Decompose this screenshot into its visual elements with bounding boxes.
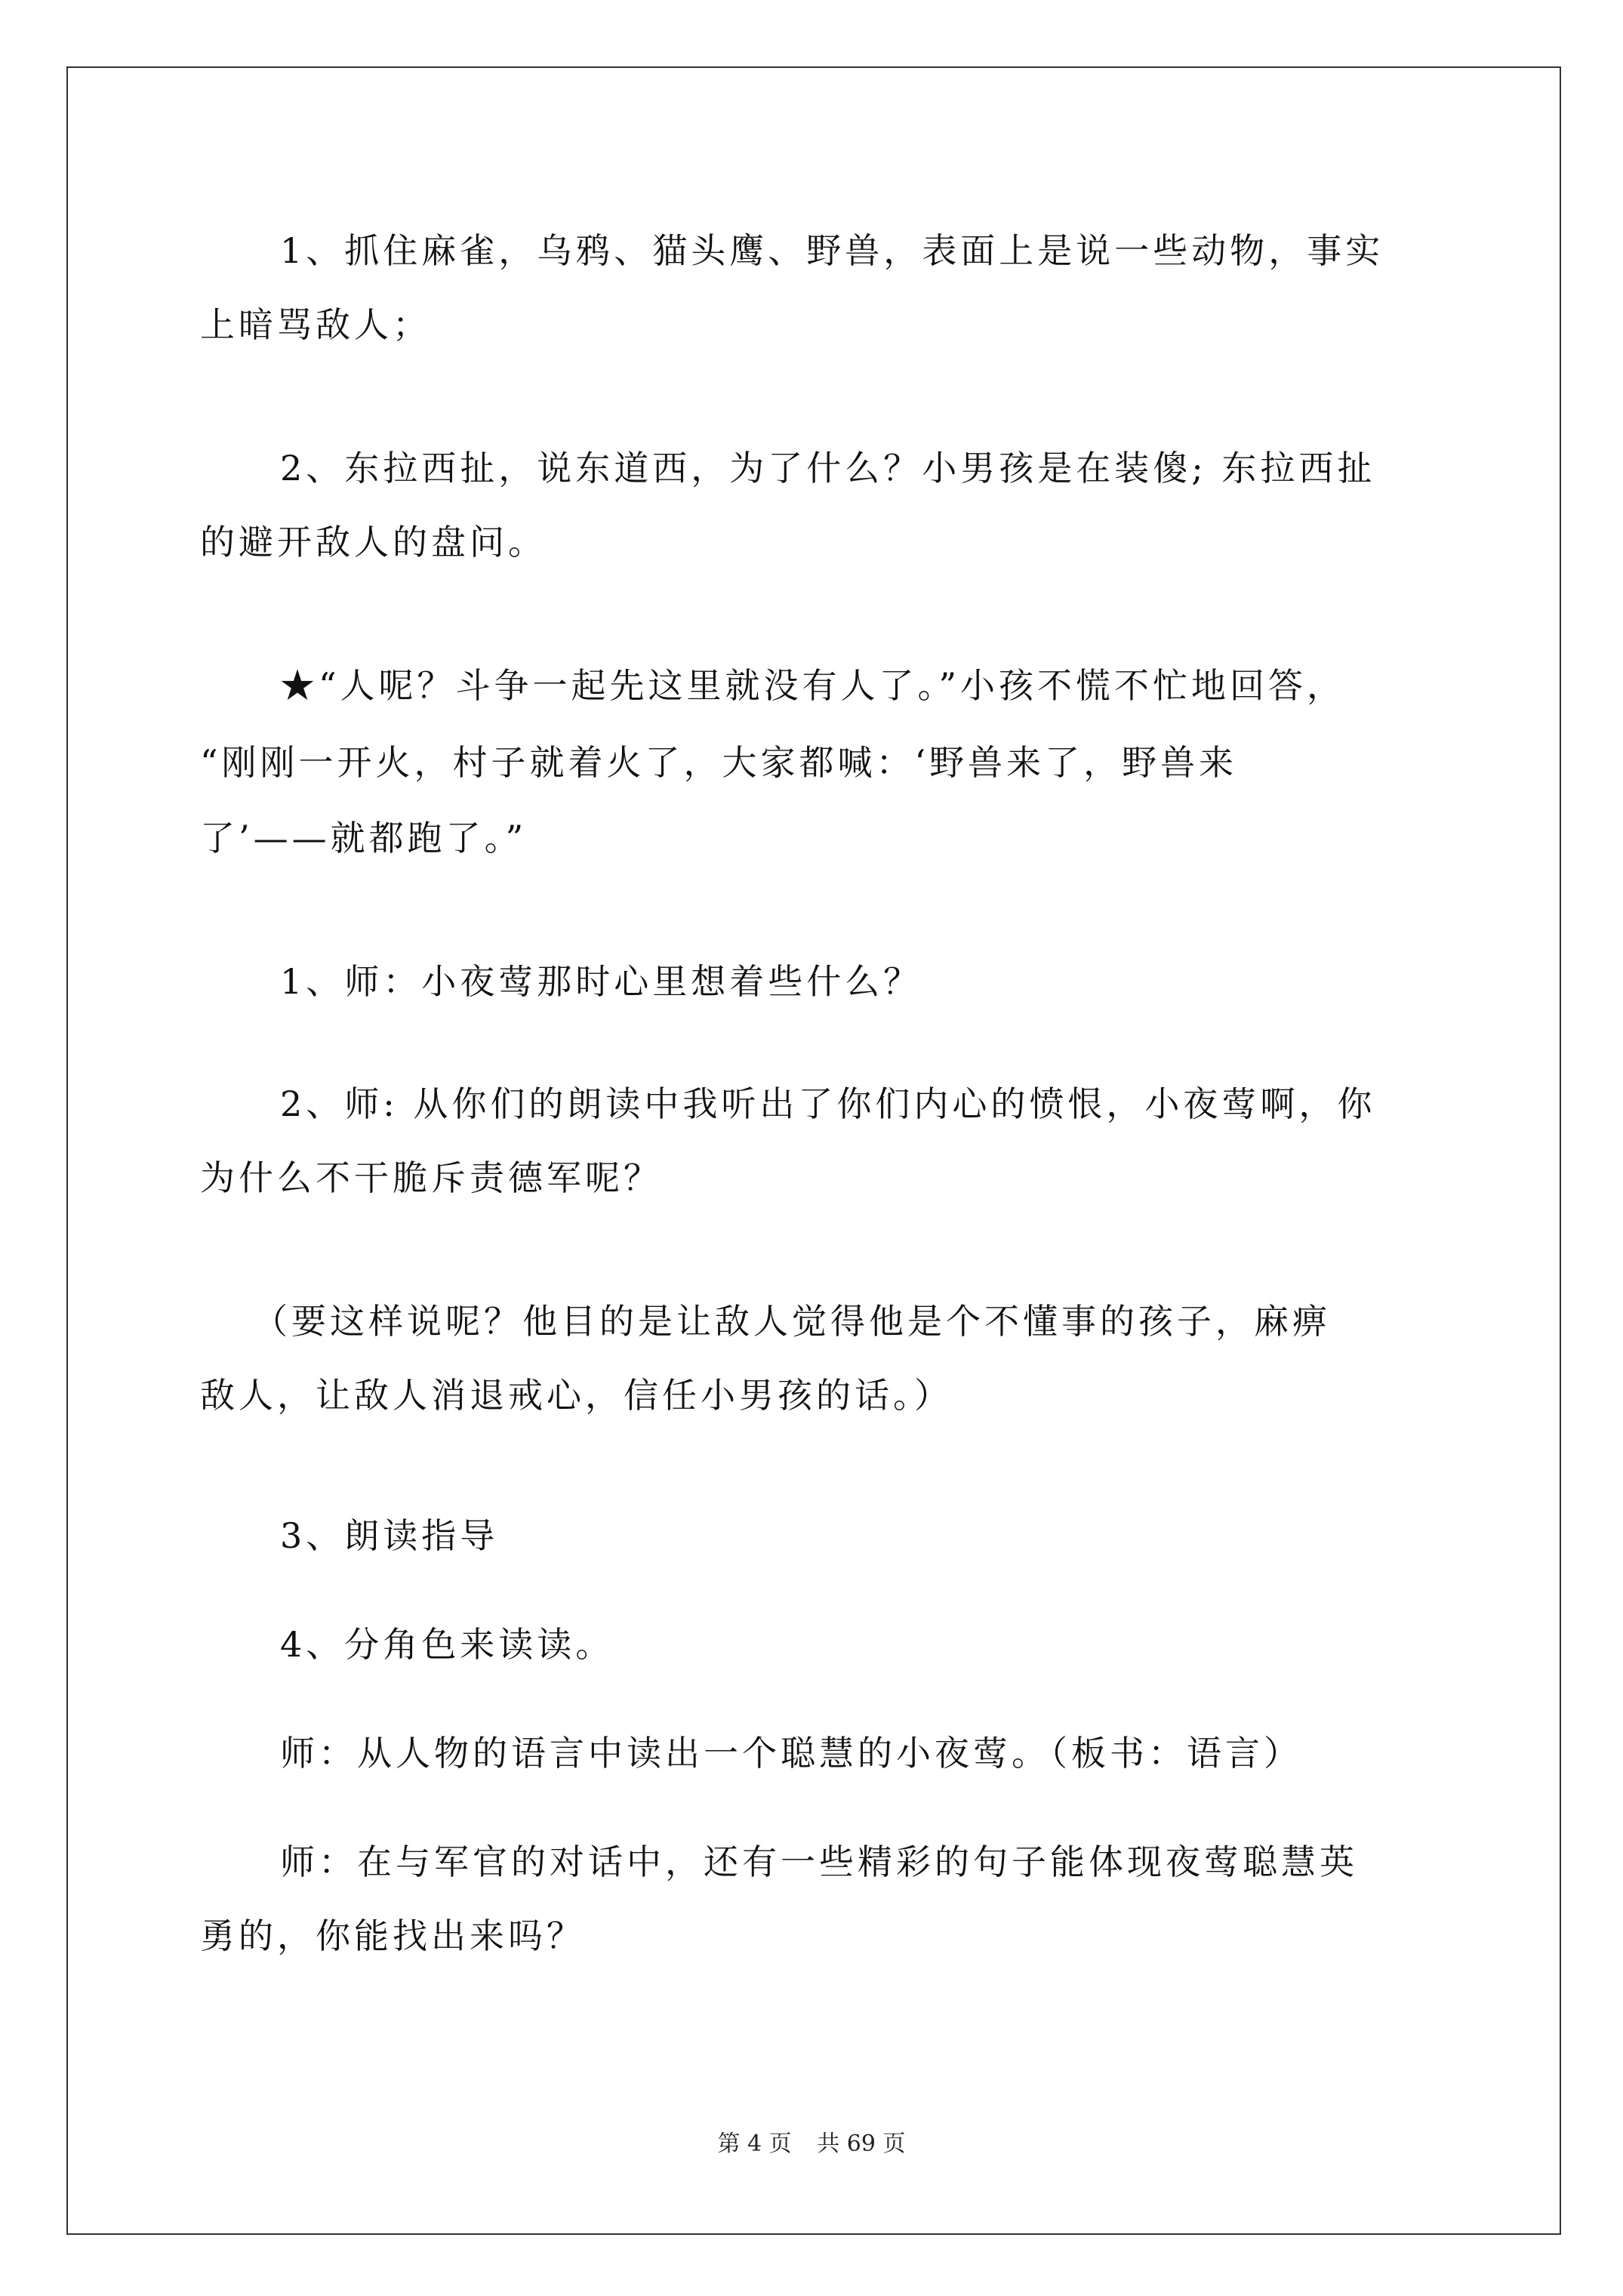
paragraph-line: 上暗骂敌人； xyxy=(200,304,431,345)
paragraph-line: 师：在与军官的对话中，还有一些精彩的句子能体现夜莺聪慧英 xyxy=(280,1841,1358,1882)
paragraph-line: （要这样说呢？他目的是让敌人觉得他是个不懂事的孩子，麻痹 xyxy=(253,1301,1331,1342)
paragraph-line: 了’——就都跑了。” xyxy=(200,818,528,858)
paragraph-line: 3、朗读指导 xyxy=(280,1515,499,1556)
page-total: 共 69 页 xyxy=(817,2131,906,2157)
paragraph-line: 为什么不干脆斥责德军呢？ xyxy=(200,1157,662,1198)
paragraph-line: 4、分角色来读读。 xyxy=(280,1624,614,1665)
paragraph-line: 2、东拉西扯，说东道西，为了什么？小男孩是在装傻; 东拉西扯 xyxy=(280,448,1376,488)
paragraph-line: 勇的，你能找出来吗？ xyxy=(200,1915,585,1956)
paragraph-line: 1、师：小夜莺那时心里想着些什么？ xyxy=(280,961,922,1002)
paragraph-line: 2、师: 从你们的朗读中我听出了你们内心的愤恨，小夜莺啊，你 xyxy=(280,1083,1376,1124)
paragraph-line: 1、抓住麻雀，乌鸦、猫头鹰、野兽，表面上是说一些动物，事实 xyxy=(280,230,1384,271)
page-footer xyxy=(0,2129,1623,2159)
page-border xyxy=(66,66,1561,2235)
paragraph-line: 敌人，让敌人消退戒心，信任小男孩的话。） xyxy=(200,1375,953,1416)
paragraph-line: 的避开敌人的盘问。 xyxy=(200,522,547,562)
page-number: 第 4 页 xyxy=(717,2131,792,2157)
paragraph-line: “刚刚一开火，村子就着火了，大家都喊：‘野兽来了，野兽来 xyxy=(200,742,1238,783)
paragraph-line: ★“人呢？斗争一起先这里就没有人了。”小孩不慌不忙地回答， xyxy=(280,665,1346,706)
paragraph-line: 师：从人物的语言中读出一个聪慧的小夜莺。（板书：语言） xyxy=(280,1733,1302,1774)
